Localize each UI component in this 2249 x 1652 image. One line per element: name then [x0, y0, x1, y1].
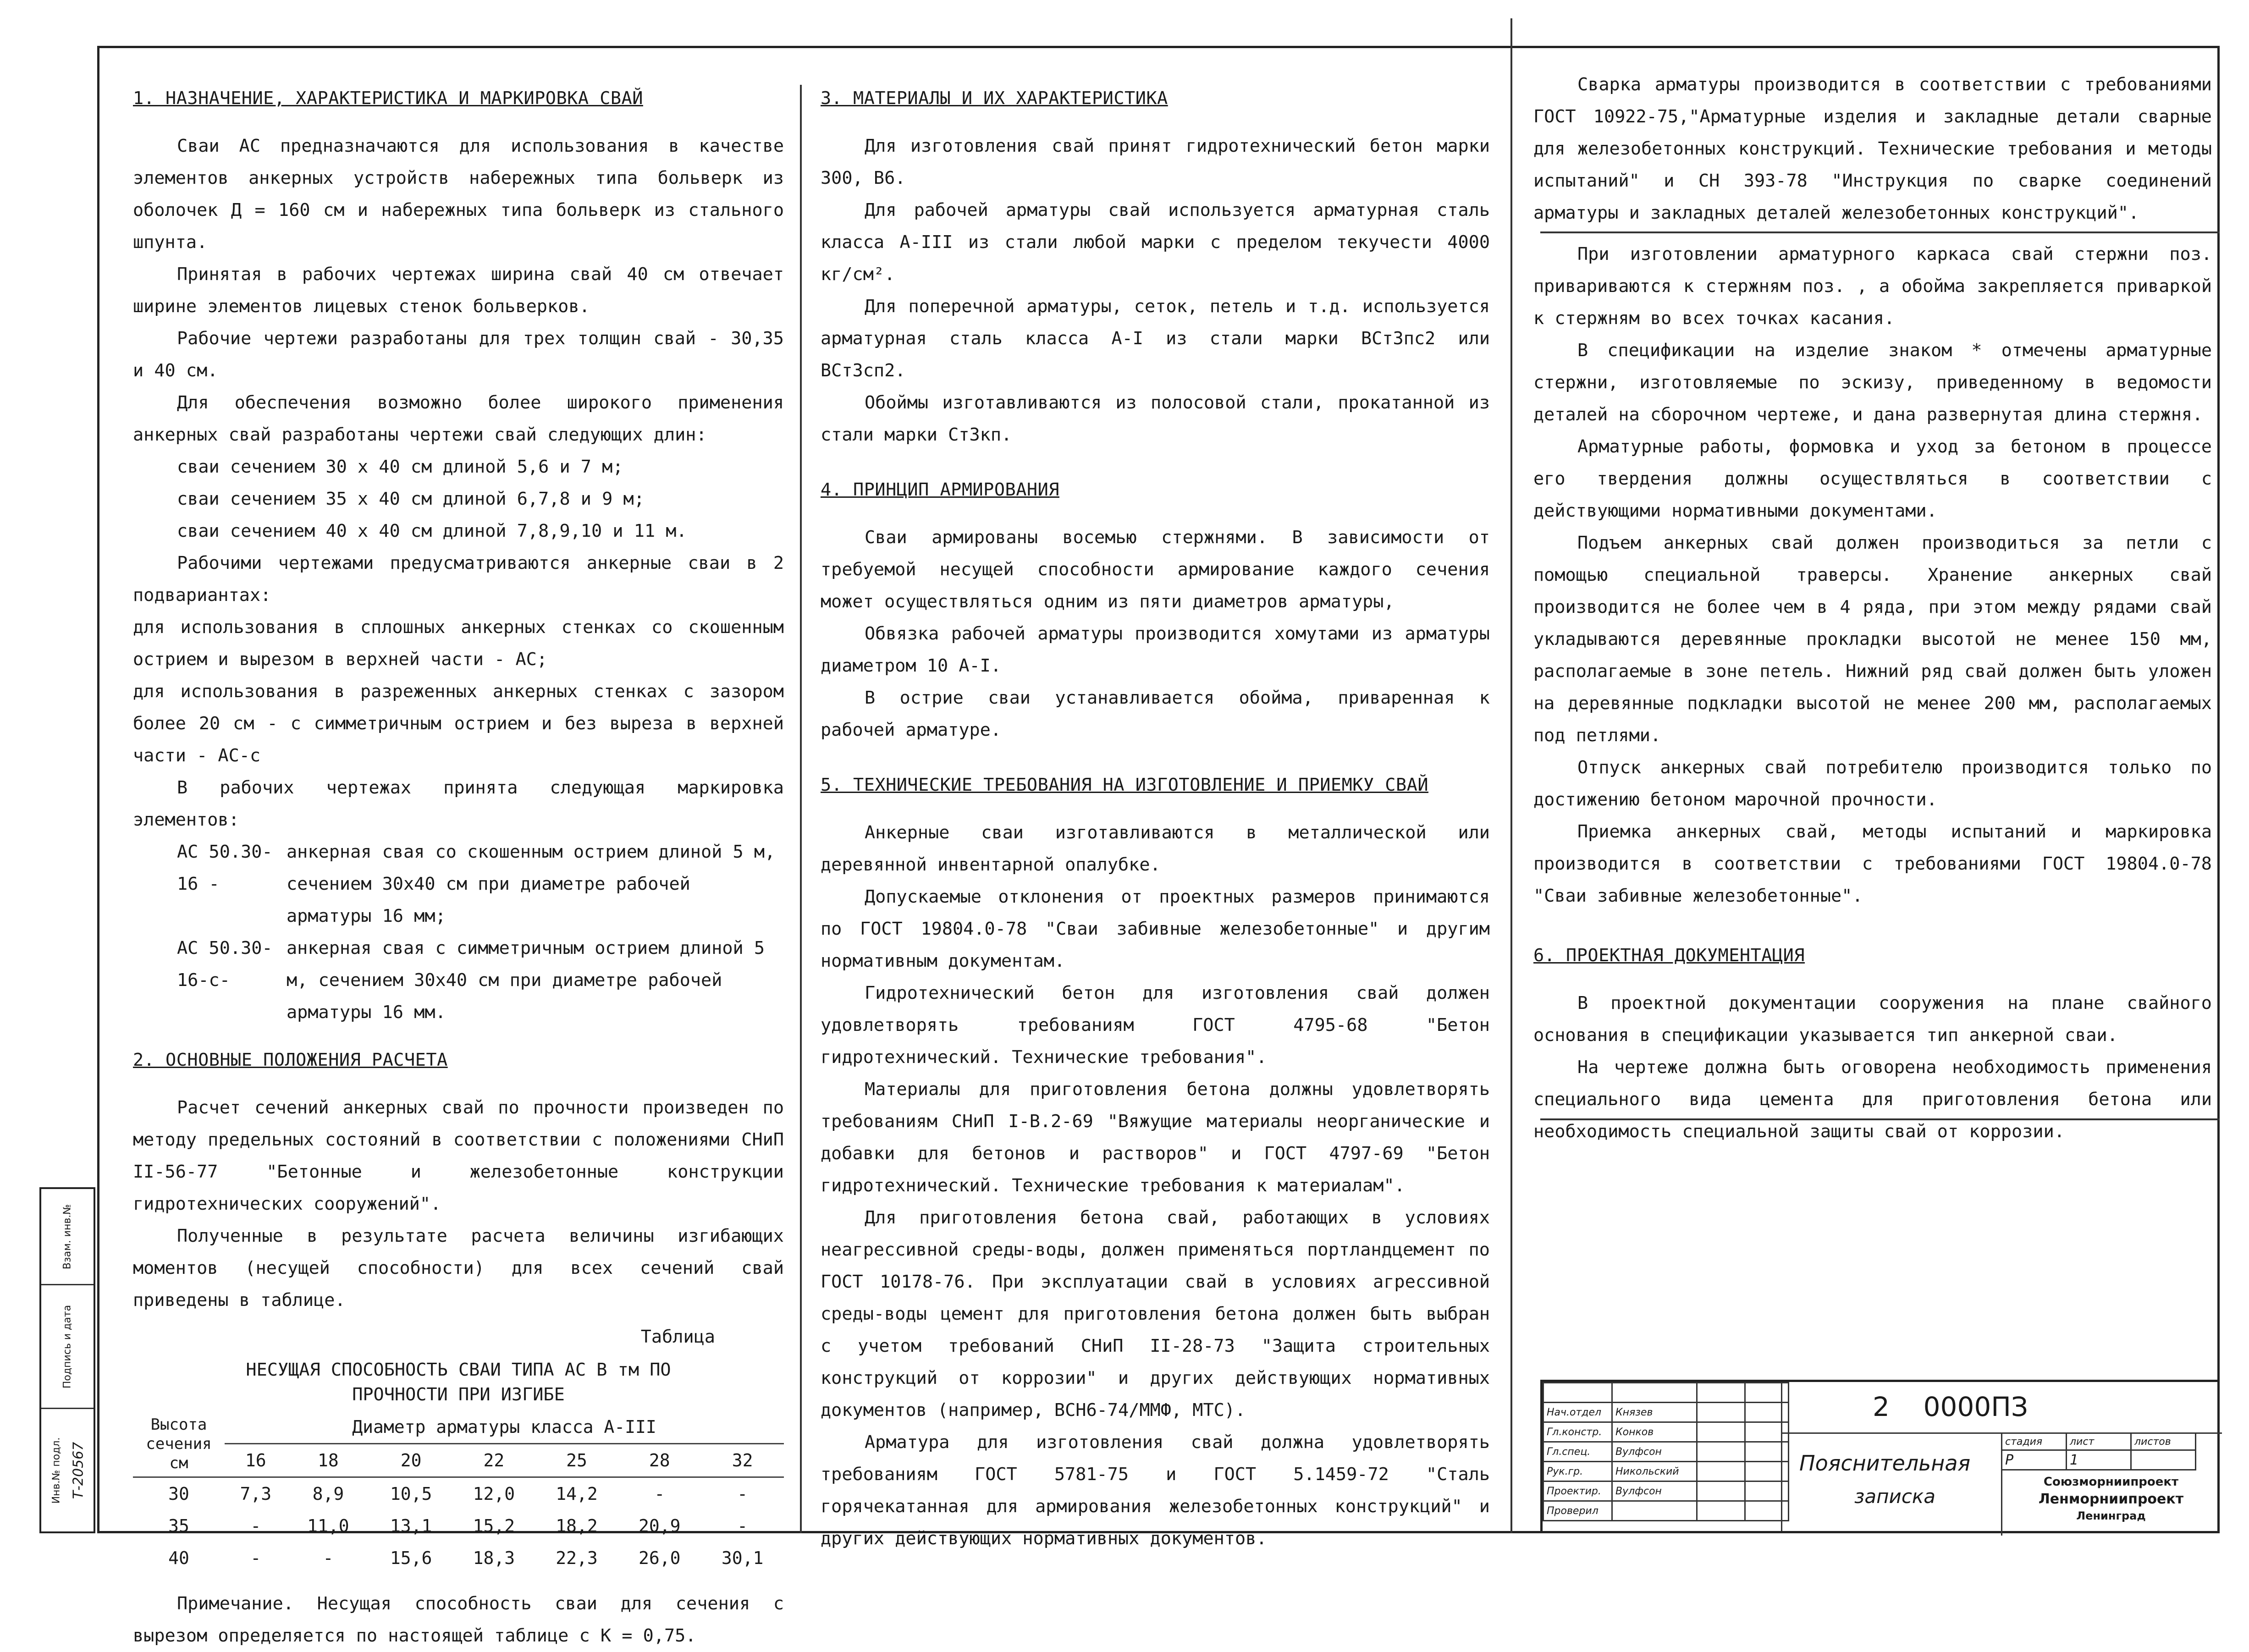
paragraph: При изготовлении арматурного каркаса свай стержни поз. привариваются к стержням поз. , а обойма закрепляется приваркой к стержням во всех точках касания. — [1533, 244, 2212, 329]
role-cell: Рук.гр. — [1543, 1462, 1612, 1481]
table-header-row — [133, 1444, 784, 1477]
paragraph: Анкерные сваи изготавливаются в металлической или деревянной инвентарной опалубке. — [821, 822, 1490, 875]
signature-row — [1543, 1442, 1789, 1462]
paragraph: Для изготовления свай принят гидротехнический бетон марки 300, В6. — [821, 136, 1490, 188]
value-cell: 18,2 — [556, 1516, 598, 1536]
inventory-number: Т-20567 — [70, 1442, 87, 1499]
name-cell: Вулфсон — [1612, 1481, 1697, 1501]
diameter-cell: 20 — [400, 1450, 422, 1470]
side-stamp — [39, 1187, 95, 1533]
signature-row — [1543, 1481, 1789, 1501]
value-cell: 13,1 — [390, 1516, 432, 1536]
paragraph: Подъем анкерных свай должен производиться за петли с помощью специальной траверсы. Хранение анкерных свай производится не более чем в 4 ряда, при этом между рядами свай укладываются деревянные прокладки высотой не менее 150 мм, располагаемые в зоне петель. Нижний ряд свай должен быть уложен на деревянные подкладки высотой не менее 200 мм, располагаемых под петлями. — [1533, 533, 2212, 746]
value-cell: 30,1 — [721, 1548, 764, 1568]
value-cell: - — [323, 1548, 334, 1568]
column-2 — [821, 69, 1490, 1555]
list-item: сваи сечением 30 х 40 см длиной 5,6 и 7 м; — [177, 457, 623, 477]
paragraph: Арматурные работы, формовка и уход за бетоном в процессе его твердения должны осуществляться в соответствии с действующими нормативными документами. — [1533, 436, 2212, 521]
stage-value: Р — [2002, 1450, 2067, 1470]
paragraph: Для поперечной арматуры, сеток, петель и т.д. используется арматурная сталь класса А-I из стали марки ВСт3пс2 или ВСт3сп2. — [821, 296, 1490, 381]
column-3 — [1533, 69, 2212, 1148]
side-cell-sign-date — [41, 1285, 94, 1409]
paragraph: для использования в сплошных анкерных стенках со скошенным острием и вырезом в верхней части - АС; — [133, 617, 784, 670]
marking-description: анкерная свая с симметричным острием длиной 5 м, сечением 30х40 см при диаметре рабочей арматуры 16 мм. — [287, 938, 765, 1023]
sign-date-label: Подпись и дата — [61, 1305, 73, 1388]
paragraph: Гидротехнический бетон для изготовления свай должен удовлетворять требованиям ГОСТ 4795-68 "Бетон гидротехнический. Технические требования". — [821, 983, 1490, 1068]
stamp-vertical-line — [1781, 1382, 1782, 1531]
diameter-cell: 25 — [566, 1450, 587, 1470]
value-cell: 15,6 — [390, 1548, 432, 1568]
paragraph: В проектной документации сооружения на плане свайного основания в спецификации указывается тип анкерной сваи. — [1533, 993, 2212, 1046]
paragraph: Сварка арматуры производится в соответствии с требованиями ГОСТ 10922-75,"Арматурные изделия и закладные детали сварные для железобетонных конструкций. Технические требования и методы испытаний" и СН 393-78 "Инструкция по сварке соединений арматуры и закладных деталей железобетонных конструкций". — [1533, 74, 2212, 223]
side-cell-inventory — [41, 1409, 94, 1531]
paragraph: Обоймы изготавливаются из полосовой стали, прокатанной из стали марки Ст3кп. — [821, 392, 1490, 445]
paragraph: Сваи армированы восемью стержнями. В зависимости от требуемой несущей способности армирование каждого сечения может осуществляться одним из пяти диаметров арматуры, — [821, 527, 1490, 612]
table-note: Примечание. Несущая способность сваи для сечения с вырезом определяется по настоящей таблице с К = 0,75. — [133, 1593, 784, 1646]
organization — [2003, 1474, 2219, 1523]
bearing-capacity-table — [133, 1411, 784, 1574]
table-row — [133, 1477, 784, 1510]
sheets-value — [2131, 1450, 2196, 1470]
signature-table — [1543, 1382, 1789, 1521]
paragraph: В спецификации на изделие знаком * отмечены арматурные стержни, изготовляемые по эскизу, приведенному в ведомости деталей на сборочном чертеже, и дана развернутая длина стержня. — [1533, 340, 2212, 425]
column-1 — [133, 69, 784, 1652]
paragraph: Обвязка рабочей арматуры производится хомутами из арматуры диаметром 10 А-I. — [821, 623, 1490, 676]
height-cell: 30 — [168, 1484, 189, 1504]
paragraph: для использования в разреженных анкерных стенках с зазором более 20 см - с симметричным острием и без выреза в верхней части - АС-с — [133, 681, 784, 766]
value-cell: - — [250, 1548, 261, 1568]
title-block — [1540, 1380, 2220, 1533]
paragraph: Для рабочей арматуры свай используется арматурная сталь класса А-III из стали любой марки с пределом текучести 4000 кг/см². — [821, 200, 1490, 285]
marking-item-1 — [133, 836, 784, 932]
diameter-cell: 28 — [649, 1450, 670, 1470]
value-cell: 22,3 — [556, 1548, 598, 1568]
section-heading-3: 3. МАТЕРИАЛЫ И ИХ ХАРАКТЕРИСТИКА — [821, 88, 1168, 109]
signature-row — [1543, 1462, 1789, 1481]
replace-inventory-label: Взам. инв.№ — [61, 1204, 73, 1269]
header-height: Высота сечения см — [146, 1415, 212, 1472]
value-cell: 15,2 — [473, 1516, 515, 1536]
marking-code: АС 50.30-16-с- — [177, 938, 273, 991]
paragraph: Приемка анкерных свай, методы испытаний и маркировка производится в соответствии с требованиями ГОСТ 19804.0-78 "Сваи забивные железобетонные". — [1533, 821, 2212, 906]
paragraph: На чертеже должна быть оговорена необходимость применения специального вида цемента для приготовления бетона или необходимость специальной защиты свай от коррозии. — [1533, 1057, 2212, 1142]
table-row — [133, 1510, 784, 1542]
section-heading-2: 2. ОСНОВНЫЕ ПОЛОЖЕНИЯ РАСЧЕТА — [133, 1050, 448, 1070]
marking-item-2 — [133, 932, 784, 1029]
height-cell: 40 — [168, 1548, 189, 1568]
paragraph: Для обеспечения возможно более широкого применения анкерных свай разработаны чертежи свай следующих длин: — [133, 392, 784, 445]
role-cell: Гл.спец. — [1543, 1442, 1612, 1462]
marking-description: анкерная свая со скошенным острием длиной 5 м, сечением 30х40 см при диаметре рабочей арматуры 16 мм; — [287, 842, 776, 926]
header-diameter: Диаметр арматуры класса А-III — [225, 1411, 784, 1444]
organization-city: Ленинград — [2076, 1509, 2146, 1522]
sheet-header: лист — [2067, 1433, 2131, 1450]
section-heading-5: 5. ТЕХНИЧЕСКИЕ ТРЕБОВАНИЯ НА ИЗГОТОВЛЕНИЕ И ПРИЕМКУ СВАЙ — [821, 775, 1429, 795]
name-cell: Князев — [1612, 1403, 1697, 1422]
signature-row — [1543, 1383, 1789, 1403]
role-cell: Нач.отдел — [1543, 1403, 1612, 1422]
table-label: Таблица — [640, 1327, 715, 1347]
value-cell: 8,9 — [312, 1484, 344, 1504]
organization-name-2: Ленморниипроект — [2038, 1491, 2184, 1507]
table-header-row — [133, 1411, 784, 1444]
paragraph: Допускаемые отклонения от проектных размеров принимаются по ГОСТ 19804.0-78 "Сваи забивные железобетонные" и другим нормативным документам. — [821, 887, 1490, 971]
value-cell: - — [250, 1516, 261, 1536]
name-cell — [1612, 1501, 1697, 1521]
role-cell: Проверил — [1543, 1501, 1612, 1521]
paragraph: Рабочие чертежи разработаны для трех толщин свай - 30,35 и 40 см. — [133, 328, 784, 381]
value-cell: 14,2 — [556, 1484, 598, 1504]
value-cell: 12,0 — [473, 1484, 515, 1504]
column-divider-1 — [800, 85, 802, 1533]
paragraph: Рабочими чертежами предусматриваются анкерные сваи в 2 подвариантах: — [133, 553, 784, 606]
paragraph: Материалы для приготовления бетона должны удовлетворять требованиям СНиП I-В.2-69 "Вяжущие материалы неорганические и добавки для бетонов и растворов" и ГОСТ 4797-69 "Бетон гидротехнический. Технические требования к материалам". — [821, 1079, 1490, 1196]
paragraph: Сваи АС предназначаются для использования в качестве элементов анкерных устройств набережных типа больверк из оболочек Д = 160 см и набережных типа больверк из стального шпунта. — [133, 136, 784, 253]
sheet-value: 1 — [2067, 1450, 2131, 1470]
signature-row — [1543, 1501, 1789, 1521]
value-cell: 7,3 — [240, 1484, 272, 1504]
paragraph: Полученные в результате расчета величины изгибающих моментов (несущей способности) для всех сечений свай приведены в таблице. — [133, 1226, 784, 1311]
name-cell: Никольский — [1612, 1462, 1697, 1481]
diameter-cell: 16 — [245, 1450, 266, 1470]
value-cell: 20,9 — [639, 1516, 681, 1536]
table-title: НЕСУЩАЯ СПОСОБНОСТЬ СВАИ ТИПА АС В тм ПО ПРОЧНОСТИ ПРИ ИЗГИБЕ — [246, 1360, 671, 1405]
table-row — [133, 1542, 784, 1574]
side-cell-replace — [41, 1189, 94, 1285]
stage-table — [2001, 1432, 2196, 1470]
column-divider-2 — [1510, 18, 1512, 1533]
paragraph: Для приготовления бетона свай, работающих в условиях неагрессивной среды-воды, должен применяться портландцемент по ГОСТ 10178-76. При эксплуатации свай в условиях агрессивной среды-воды цемент для приготовления бетона должен быть выбран с учетом требований СНиП II-28-73 "Защита строительных конструкций от коррозии" и других действующих нормативных документов (например, ВСН6-74/ММФ, МТС). — [821, 1207, 1490, 1421]
document-title-line-1: Пояснительная — [1799, 1451, 1971, 1476]
signature-row — [1543, 1422, 1789, 1442]
inventory-label: Инв.№ подл. — [50, 1437, 62, 1503]
height-cell: 35 — [168, 1516, 189, 1536]
sheets-header: листов — [2131, 1433, 2196, 1450]
value-cell: - — [654, 1484, 665, 1504]
value-cell: 18,3 — [473, 1548, 515, 1568]
value-cell: 11,0 — [307, 1516, 349, 1536]
section-heading-6: 6. ПРОЕКТНАЯ ДОКУМЕНТАЦИЯ — [1533, 945, 1805, 966]
stage-value-row — [2002, 1450, 2196, 1470]
list-item: сваи сечением 40 х 40 см длиной 7,8,9,10 и 11 м. — [177, 521, 687, 541]
value-cell: 26,0 — [639, 1548, 681, 1568]
name-cell: Конков — [1612, 1422, 1697, 1442]
paragraph: Отпуск анкерных свай потребителю производится только по достижению бетоном марочной прочности. — [1533, 757, 2212, 810]
document-code: 2 0000ПЗ — [1873, 1391, 2029, 1422]
role-cell: Проектир. — [1543, 1481, 1612, 1501]
document-title-line-2: записка — [1854, 1485, 1936, 1508]
stage-header-row — [2002, 1433, 2196, 1450]
stage-header: стадия — [2002, 1433, 2067, 1450]
pile-length-list — [133, 451, 784, 547]
name-cell: Вулфсон — [1612, 1442, 1697, 1462]
value-cell: - — [737, 1516, 748, 1536]
paragraph: Расчет сечений анкерных свай по прочности произведен по методу предельных состояний в соответствии с положениями СНиП II-56-77 "Бетонные и железобетонные конструкции гидротехнических сооружений". — [133, 1097, 784, 1214]
section-heading-4: 4. ПРИНЦИП АРМИРОВАНИЯ — [821, 479, 1059, 500]
role-cell: Гл.констр. — [1543, 1422, 1612, 1442]
list-item: сваи сечением 35 х 40 см длиной 6,7,8 и 9 м; — [177, 489, 645, 509]
paragraph: В рабочих чертежах принята следующая маркировка элементов: — [133, 777, 784, 830]
value-cell: - — [737, 1484, 748, 1504]
signature-row — [1543, 1403, 1789, 1422]
diameter-cell: 22 — [483, 1450, 505, 1470]
paragraph: В острие сваи устанавливается обойма, приваренная к рабочей арматуре. — [821, 688, 1490, 740]
diameter-cell: 18 — [318, 1450, 339, 1470]
marking-code: АС 50.30-16 - — [177, 842, 273, 894]
section-heading-1: 1. НАЗНАЧЕНИЕ, ХАРАКТЕРИСТИКА И МАРКИРОВКА СВАЙ — [133, 88, 643, 109]
paragraph: Арматура для изготовления свай должна удовлетворять требованиям ГОСТ 5781-75 и ГОСТ 5.1459-72 "Сталь горячекатанная для армирования железобетонных конструкций" и других действующих нормативных документов. — [821, 1432, 1490, 1549]
value-cell: 10,5 — [390, 1484, 432, 1504]
diameter-cell: 32 — [732, 1450, 753, 1470]
paragraph: Принятая в рабочих чертежах ширина свай 40 см отвечает ширине элементов лицевых стенок больверков. — [133, 264, 784, 317]
organization-name-1: Союзморниипроект — [2043, 1475, 2179, 1489]
